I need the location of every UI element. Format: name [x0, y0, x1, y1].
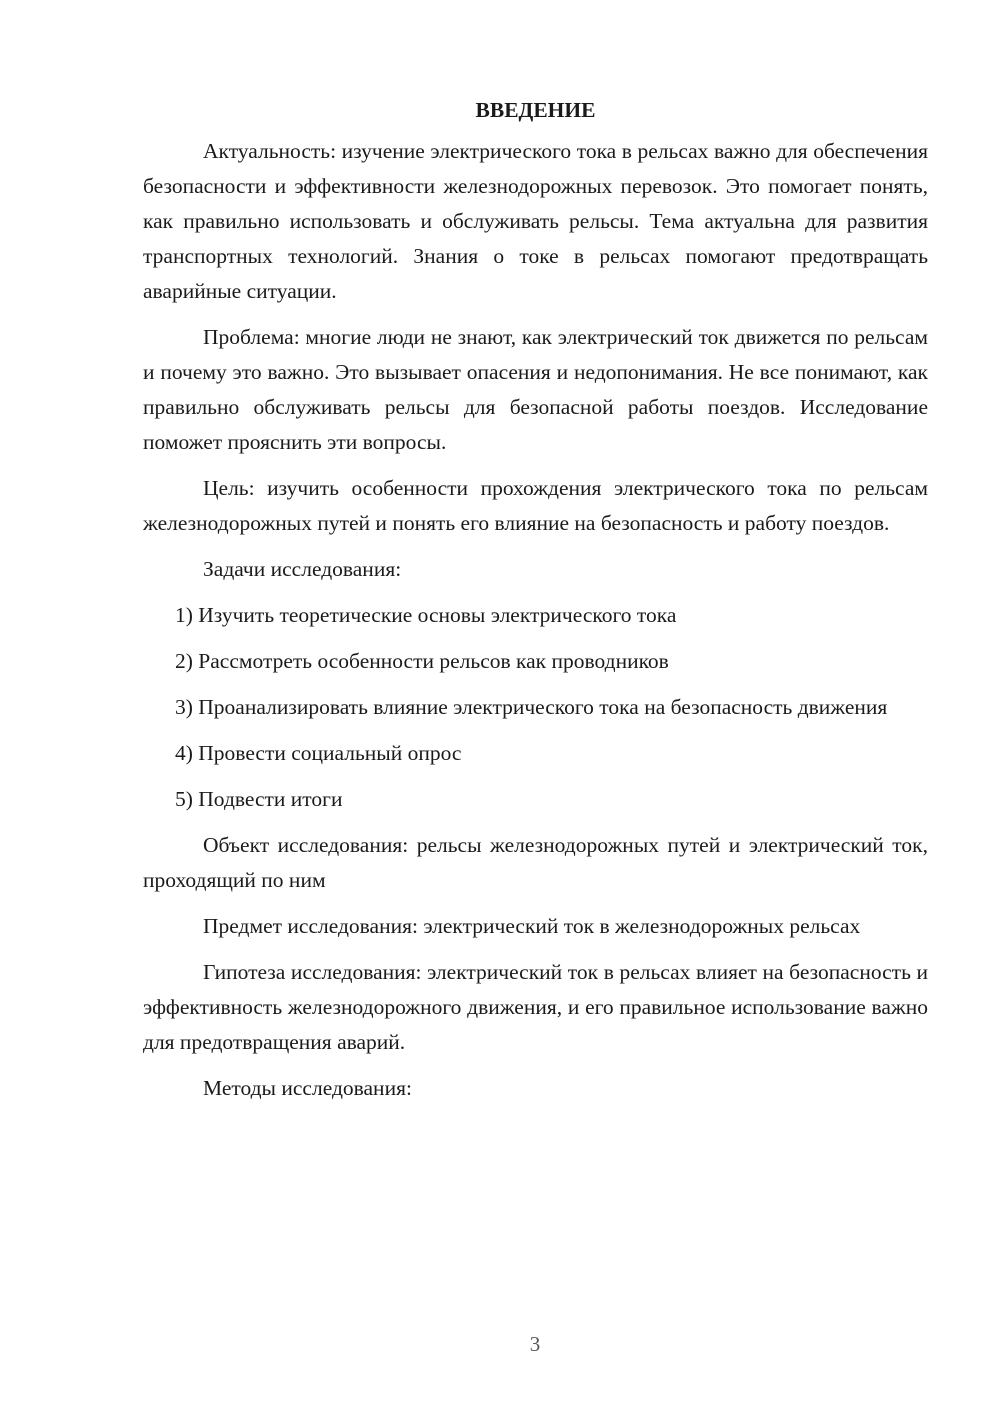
paragraph-relevance: Актуальность: изучение электрического тока в рельсах важно для обеспечения безопасности и эффективности железнодорожных перевозок. Это помогает понять, как правильно использовать и обслуживать рельсы. Тема актуальна для развития транспортных технологий. Знания о токе в рельсах помогают предотвращать аварийные ситуации. — [143, 139, 928, 303]
page-title: ВВЕДЕНИЕ — [475, 98, 596, 122]
paragraph-object: Объект исследования: рельсы железнодорожных путей и электрический ток, проходящий по ним — [143, 833, 928, 892]
list-item: 3) Проанализировать влияние электрического тока на безопасность движения — [175, 695, 888, 719]
paragraph-hypothesis: Гипотеза исследования: электрический ток в рельсах влияет на безопасность и эффективность железнодорожного движения, и его правильное использование важно для предотвращения аварий. — [143, 960, 928, 1054]
paragraph-methods-heading: Методы исследования: — [203, 1076, 412, 1100]
page-number: 3 — [529, 1332, 541, 1356]
list-item: 1) Изучить теоретические основы электрического тока — [175, 603, 677, 627]
paragraph-problem: Проблема: многие люди не знают, как электрический ток движется по рельсам и почему это важно. Это вызывает опасения и недопонимания. Не все понимают, как правильно обслуживать рельсы для безопасной работы поездов. Исследование поможет прояснить эти вопросы. — [143, 325, 928, 454]
paragraph-goal: Цель: изучить особенности прохождения электрического тока по рельсам железнодорожных путей и понять его влияние на безопасность и работу поездов. — [143, 476, 928, 535]
paragraph-tasks-heading: Задачи исследования: — [203, 557, 402, 581]
list-item: 4) Провести социальный опрос — [175, 741, 462, 765]
list-item: 5) Подвести итоги — [175, 787, 343, 811]
paragraph-subject: Предмет исследования: электрический ток в железнодорожных рельсах — [203, 914, 861, 938]
document-page — [143, 93, 928, 1117]
list-item: 2) Рассмотреть особенности рельсов как проводников — [175, 649, 669, 673]
